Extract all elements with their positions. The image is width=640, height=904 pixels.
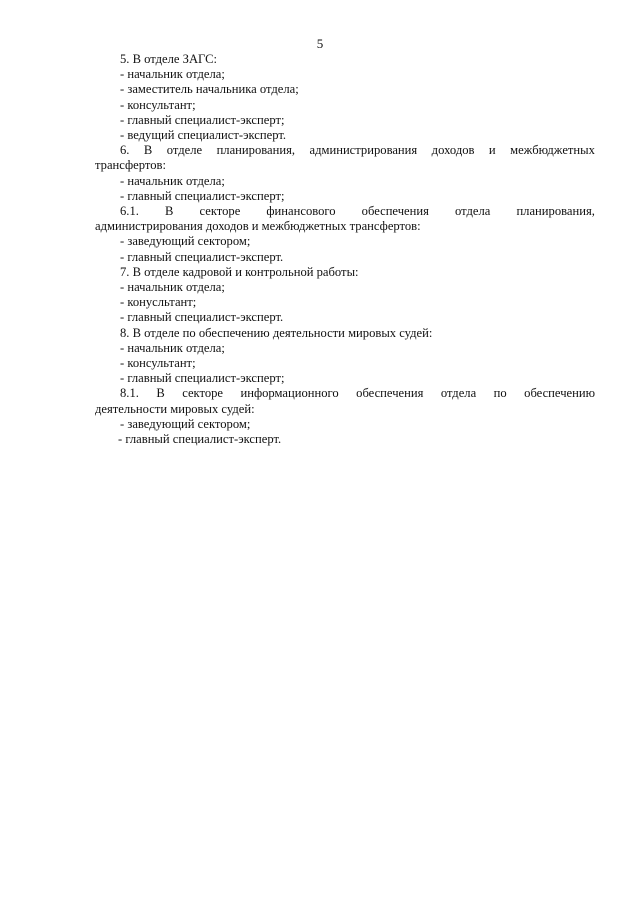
heading-word: отдела [440, 386, 477, 401]
section-heading: 5. В отделе ЗАГС: [120, 52, 218, 66]
heading-word: доходов [431, 143, 475, 158]
list-item: - главный специалист-эксперт; [120, 371, 285, 386]
heading-word: по [493, 386, 507, 401]
list-item: - заведующий сектором; [120, 234, 251, 249]
section-heading [95, 204, 595, 219]
heading-word: обеспечению [524, 386, 595, 401]
heading-word: В [156, 386, 165, 401]
list-item: - заведующий сектором; [120, 416, 251, 431]
list-item: - начальник отдела; [120, 67, 225, 82]
heading-word: обеспечения [361, 204, 429, 219]
page-number: 5 [316, 36, 324, 51]
heading-word: 6. [120, 143, 130, 158]
heading-word: В [164, 204, 174, 219]
list-item: - ведущий специалист-эксперт. [120, 128, 287, 143]
heading-word: и [488, 143, 496, 158]
heading-word: планирования, [516, 204, 595, 219]
heading-word: отделе [166, 143, 203, 158]
list-item: - главный специалист-эксперт; [120, 112, 285, 127]
heading-word: В [143, 143, 153, 158]
list-item: - конусльтант; [120, 295, 197, 310]
document-body [95, 52, 595, 447]
heading-word: обеспечения [356, 386, 424, 401]
heading-word: отдела [455, 204, 491, 219]
section-heading-continuation: администрирования доходов и межбюджетных трансфертов: [95, 219, 421, 234]
section-heading-continuation: трансфертов: [95, 158, 166, 173]
heading-word: секторе [199, 204, 241, 219]
section-heading: 7. В отделе кадровой и контрольной работы: [120, 264, 359, 279]
list-item: - консультант; [120, 97, 196, 112]
list-item: - начальник отдела; [120, 280, 225, 295]
list-item: - начальник отдела; [120, 173, 225, 188]
section-heading [95, 143, 595, 158]
heading-word: планирования, [216, 143, 296, 158]
list-item: - главный специалист-эксперт. [118, 432, 282, 447]
heading-word: секторе [182, 386, 224, 401]
heading-word: 6.1. [120, 204, 139, 219]
list-item: - заместитель начальника отдела; [120, 82, 299, 97]
section-heading [95, 386, 595, 401]
heading-word: администрирования [309, 143, 418, 158]
list-item: - главный специалист-эксперт. [120, 310, 284, 325]
heading-word: 8.1. [120, 386, 139, 401]
list-item: - консультант; [120, 356, 196, 371]
list-item: - главный специалист-эксперт. [120, 249, 284, 264]
section-heading-continuation: деятельности мировых судей: [95, 401, 255, 416]
heading-word: информационного [240, 386, 339, 401]
heading-word: финансового [266, 204, 336, 219]
list-item: - главный специалист-эксперт; [120, 188, 285, 203]
list-item: - начальник отдела; [120, 340, 225, 355]
section-heading: 8. В отделе по обеспечению деятельности мировых судей: [120, 325, 433, 340]
heading-word: межбюджетных [510, 143, 595, 158]
